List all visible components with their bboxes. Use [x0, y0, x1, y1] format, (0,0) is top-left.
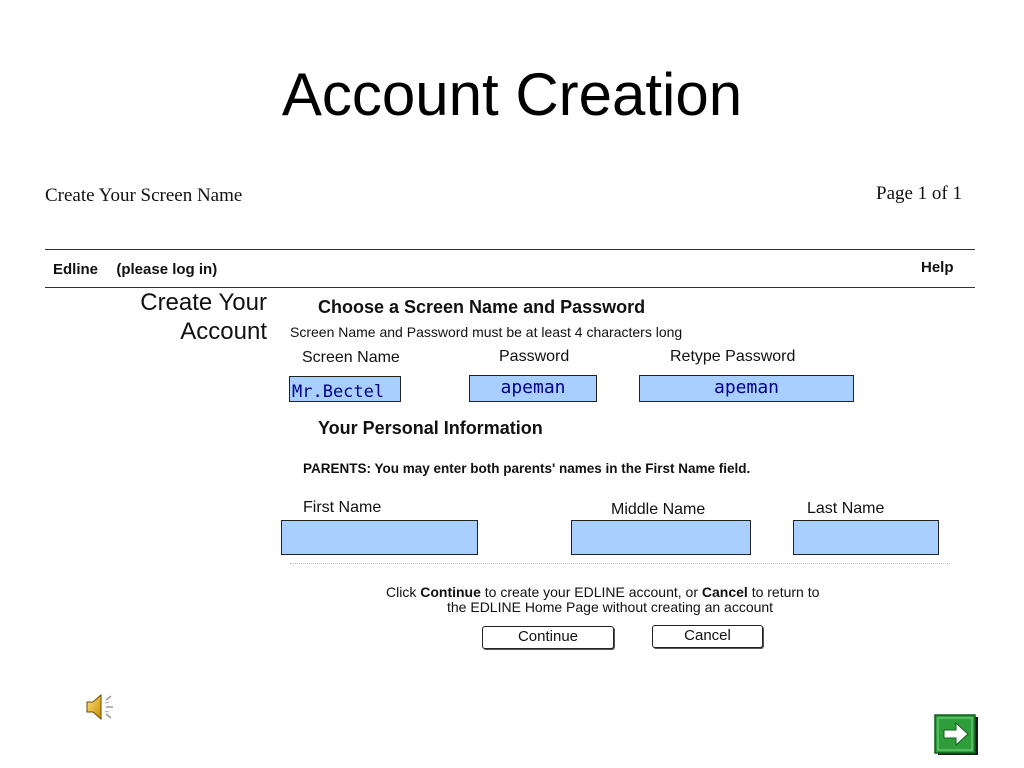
continue-button[interactable]: Continue — [482, 626, 614, 649]
credentials-hint: Screen Name and Password must be at least 4 characters long — [290, 324, 683, 340]
instructions-text-1: Click — [386, 584, 421, 600]
retype-password-input[interactable]: apeman — [639, 375, 854, 402]
instructions-text-2: to create your EDLINE account, or — [480, 584, 702, 600]
section-title-credentials: Choose a Screen Name and Password — [318, 297, 646, 317]
header-divider — [45, 249, 975, 250]
form-dotted-divider — [290, 563, 950, 564]
last-name-label: Last Name — [807, 500, 885, 517]
cancel-button[interactable]: Cancel — [652, 625, 763, 648]
side-heading-line1: Create Your — [140, 289, 267, 316]
instructions-continue-word: Continue — [420, 584, 481, 600]
edline-nav — [53, 261, 217, 278]
middle-name-label: Middle Name — [611, 501, 706, 518]
help-link[interactable]: Help — [921, 259, 954, 276]
section-title-personal: Your Personal Information — [318, 418, 543, 438]
side-heading — [60, 288, 267, 346]
screen-name-input[interactable]: Mr.Bectel — [289, 376, 401, 402]
screen-name-label: Screen Name — [302, 349, 400, 366]
next-arrow-icon[interactable] — [934, 714, 980, 756]
parents-note: PARENTS: You may enter both parents' names in the First Name field. — [303, 461, 751, 476]
last-name-input[interactable] — [793, 520, 939, 555]
first-name-input[interactable] — [281, 520, 478, 555]
page-counter: Page 1 of 1 — [876, 183, 963, 204]
middle-name-input[interactable] — [571, 520, 751, 555]
edline-home-link[interactable]: Edline — [53, 261, 99, 278]
side-heading-line2: Account — [180, 318, 267, 345]
continue-instructions — [386, 584, 819, 600]
page-header-title: Create Your Screen Name — [45, 185, 243, 206]
instructions-text-3: to return to — [747, 584, 820, 600]
continue-instructions-line2: the EDLINE Home Page without creating an account — [447, 599, 774, 615]
speaker-icon[interactable] — [84, 691, 120, 723]
slide-title: Account Creation — [281, 61, 743, 128]
login-link[interactable]: (please log in) — [116, 261, 218, 278]
instructions-cancel-word: Cancel — [701, 584, 748, 600]
password-label: Password — [499, 348, 570, 365]
first-name-label: First Name — [303, 499, 382, 516]
password-input[interactable]: apeman — [469, 375, 597, 402]
retype-password-label: Retype Password — [670, 348, 796, 365]
